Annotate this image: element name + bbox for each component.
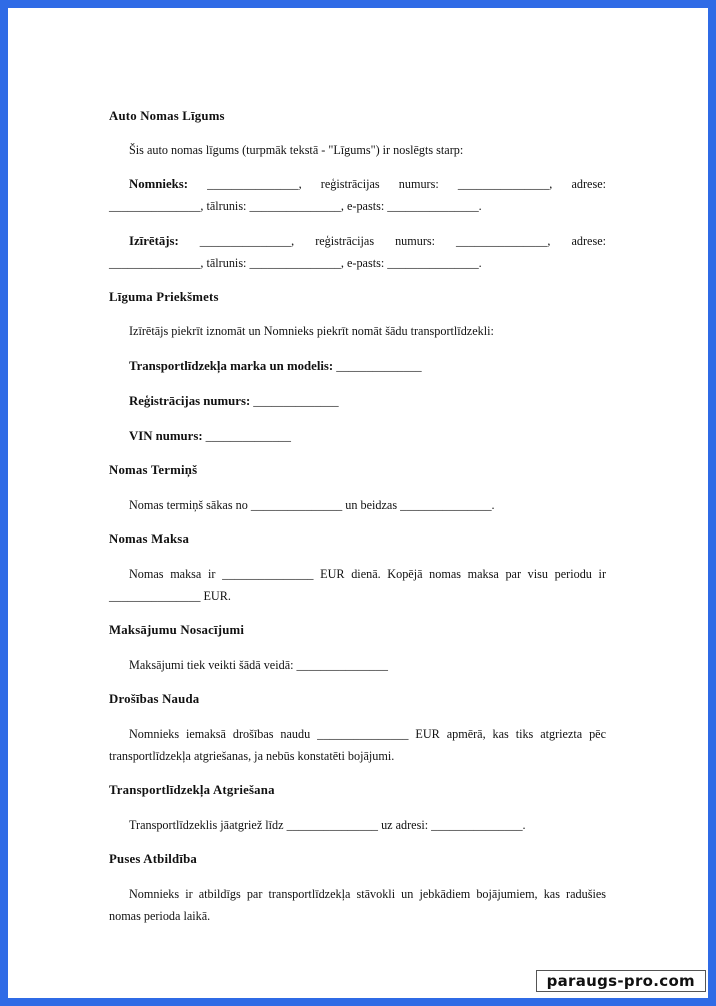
vehicle-vin-value: ______________ xyxy=(202,429,291,443)
vehicle-make-line xyxy=(109,355,606,377)
vehicle-reg-value: ______________ xyxy=(250,394,339,408)
subject-paragraph: Izīrētājs piekrīt iznomāt un Nomnieks piekrīt nomāt šādu transportlīdzekli: xyxy=(129,324,494,338)
return-paragraph: Transportlīdzeklis jāatgriež līdz _______________ uz adresi: _______________. xyxy=(129,818,526,832)
document-title: Auto Nomas Līgums xyxy=(109,109,225,123)
vehicle-make-value: ______________ xyxy=(333,359,422,373)
lessor-paragraph xyxy=(109,230,606,274)
liability-heading: Puses Atbildība xyxy=(109,852,197,866)
term-paragraph: Nomas termiņš sākas no _______________ un beidzas _______________. xyxy=(129,498,495,512)
lessor-label: Izīrētājs: xyxy=(129,234,179,248)
fee-heading: Nomas Maksa xyxy=(109,532,190,546)
payment-heading: Maksājumu Nosacījumi xyxy=(109,623,245,637)
vehicle-vin-line xyxy=(109,425,606,447)
subject-heading: Līguma Priekšmets xyxy=(109,290,219,304)
renter-details: _______________, reģistrācijas numurs: _______________, adrese: _______________, tālrunis: _______________, e-pasts: _______________. xyxy=(109,177,606,213)
document-page xyxy=(8,8,708,998)
deposit-heading: Drošības Nauda xyxy=(109,692,200,706)
vehicle-vin-label: VIN numurs: xyxy=(129,429,203,443)
renter-paragraph xyxy=(109,173,606,217)
vehicle-reg-label: Reģistrācijas numurs: xyxy=(129,394,251,408)
renter-label: Nomnieks: xyxy=(129,177,189,191)
watermark-badge: paraugs-pro.com xyxy=(536,970,706,992)
return-heading: Transportlīdzekļa Atgriešana xyxy=(109,783,275,797)
vehicle-make-label: Transportlīdzekļa marka un modelis: xyxy=(129,359,334,373)
vehicle-reg-line xyxy=(109,390,606,412)
document-body xyxy=(109,105,606,927)
intro-paragraph: Šis auto nomas līgums (turpmāk tekstā - "Līgums") ir noslēgts starp: xyxy=(129,143,464,157)
deposit-paragraph: Nomnieks iemaksā drošības naudu _______________ EUR apmērā, kas tiks atgriezta pēc transportlīdzekļa atgriešanas, ja nebūs konstatēti bojājumi. xyxy=(109,727,606,763)
lessor-details: _______________, reģistrācijas numurs: _______________, adrese: _______________, tālrunis: _______________, e-pasts: _______________. xyxy=(109,234,606,270)
fee-paragraph: Nomas maksa ir _______________ EUR dienā. Kopējā nomas maksa par visu periodu ir _______________ EUR. xyxy=(109,567,606,603)
term-heading: Nomas Termiņš xyxy=(109,463,198,477)
liability-paragraph: Nomnieks ir atbildīgs par transportlīdzekļa stāvokli un jebkādiem bojājumiem, kas radušies nomas perioda laikā. xyxy=(109,887,606,923)
payment-paragraph: Maksājumi tiek veikti šādā veidā: _______________ xyxy=(129,658,388,672)
